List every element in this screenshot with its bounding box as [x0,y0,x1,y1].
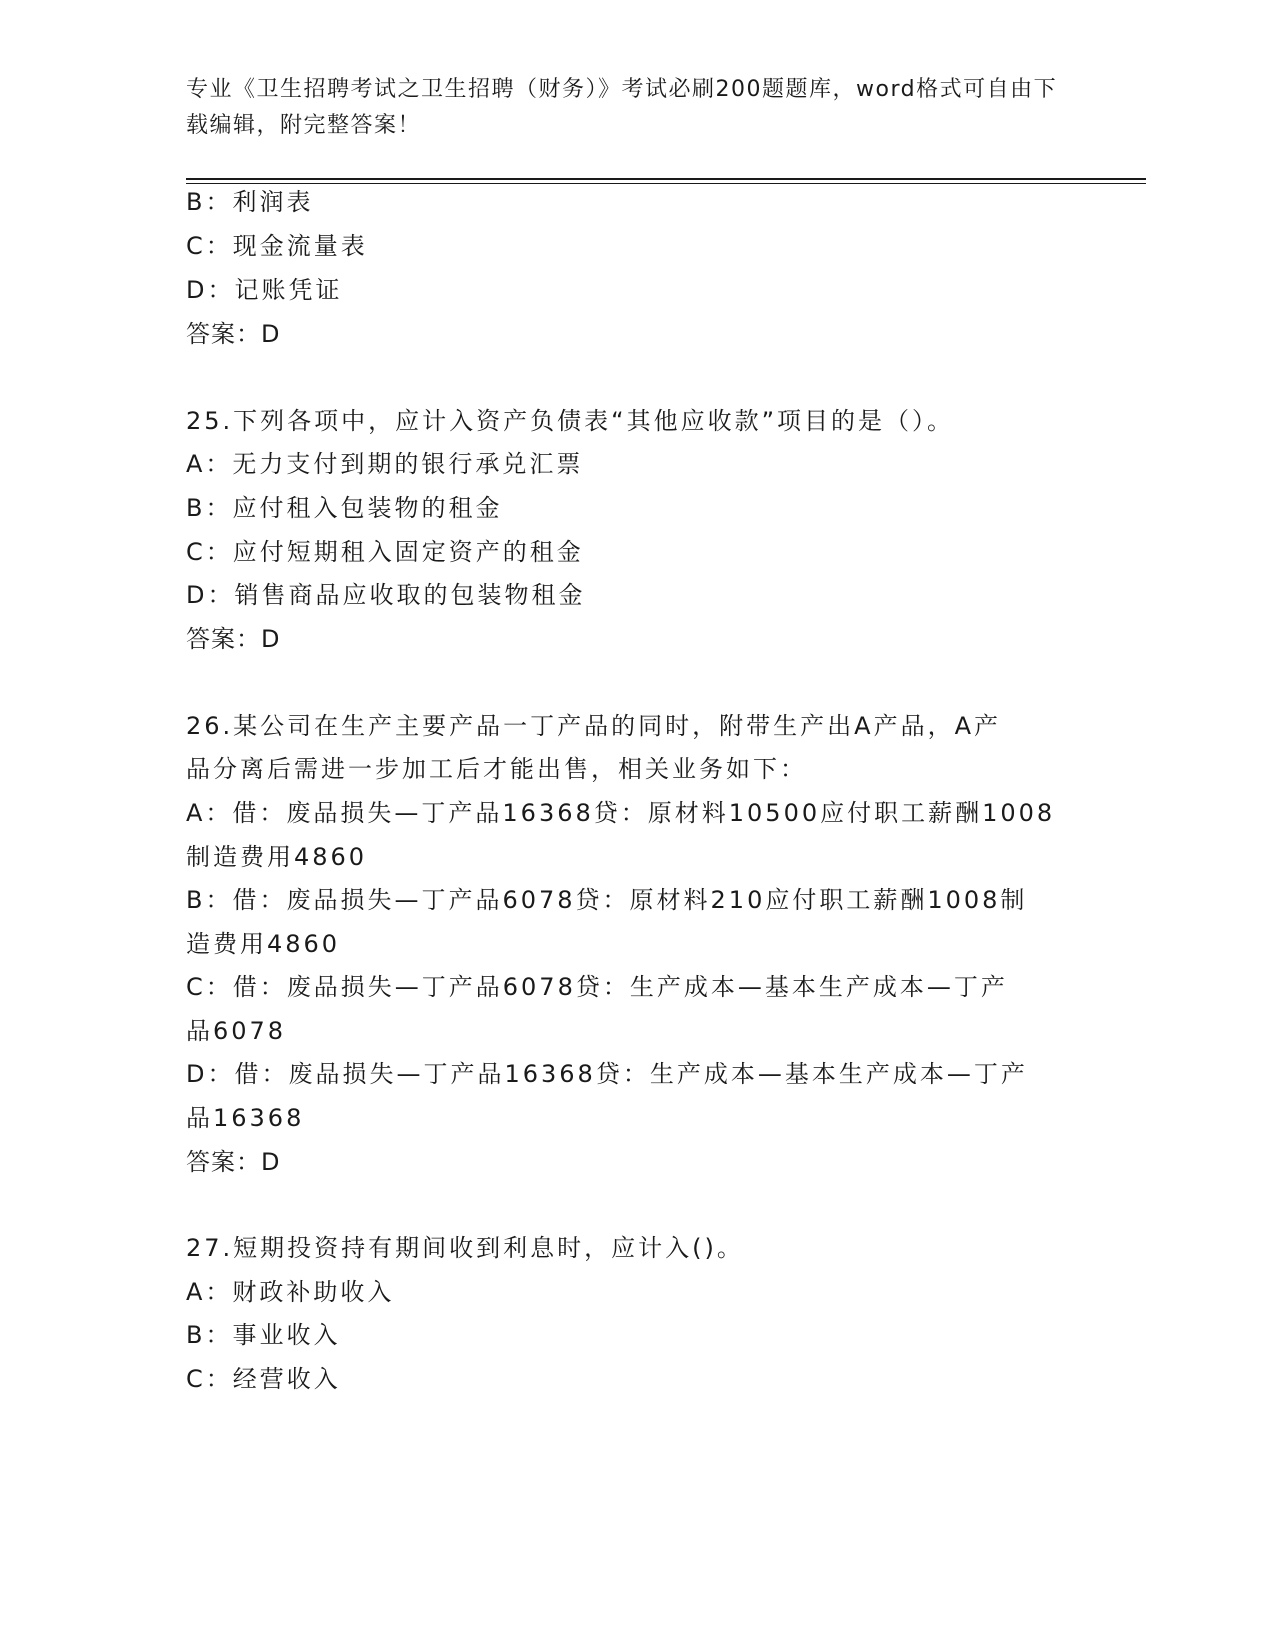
document-header-title: 专业《卫生招聘考试之卫生招聘（财务）》考试必刷200题题库，word格式可自由下载编辑，附完整答案！ [186,77,1058,138]
option-d-q26-line2: 品16368 [186,1104,305,1132]
option-b-q24: B：利润表 [186,188,314,216]
question-27: 27.短期投资持有期间收到利息时，应计入()。 [186,1234,744,1262]
answer-q26: 答案：D [186,1148,281,1176]
option-a-q27: A：财政补助收入 [186,1278,395,1306]
option-c-q25: C：应付短期租入固定资产的租金 [186,538,584,566]
option-d-q24: D：记账凭证 [186,276,343,304]
option-a-q26-line2: 制造费用4860 [186,843,368,871]
question-26-line2: 品分离后需进一步加工后才能出售，相关业务如下： [186,755,807,783]
question-26-line1: 26.某公司在生产主要产品一丁产品的同时，附带生产出A产品，A产 [186,712,1002,740]
option-a-q25: A：无力支付到期的银行承兑汇票 [186,450,584,478]
option-b-q25: B：应付租入包装物的租金 [186,494,503,522]
answer-q24: 答案：D [186,320,281,348]
header-divider-thin [186,183,1146,184]
header-divider-thick [186,178,1146,180]
option-b-q26-line2: 造费用4860 [186,930,341,958]
option-b-q26-line1: B：借：废品损失—丁产品6078贷：原材料210应付职工薪酬1008制 [186,886,1028,914]
option-c-q24: C：现金流量表 [186,232,368,260]
option-d-q25: D：销售商品应收取的包装物租金 [186,581,586,609]
option-d-q26-line1: D：借：废品损失—丁产品16368贷：生产成本—基本生产成本—丁产 [186,1060,1028,1088]
option-c-q26-line2: 品6078 [186,1017,287,1045]
option-c-q27: C：经营收入 [186,1365,341,1393]
option-a-q26-line1: A：借：废品损失—丁产品16368贷：原材料10500应付职工薪酬1008 [186,799,1056,827]
option-b-q27: B：事业收入 [186,1321,341,1349]
answer-q25: 答案：D [186,625,281,653]
question-25: 25.下列各项中，应计入资产负债表“其他应收款”项目的是（）。 [186,407,955,435]
option-c-q26-line1: C：借：废品损失—丁产品6078贷：生产成本—基本生产成本—丁产 [186,973,1008,1001]
